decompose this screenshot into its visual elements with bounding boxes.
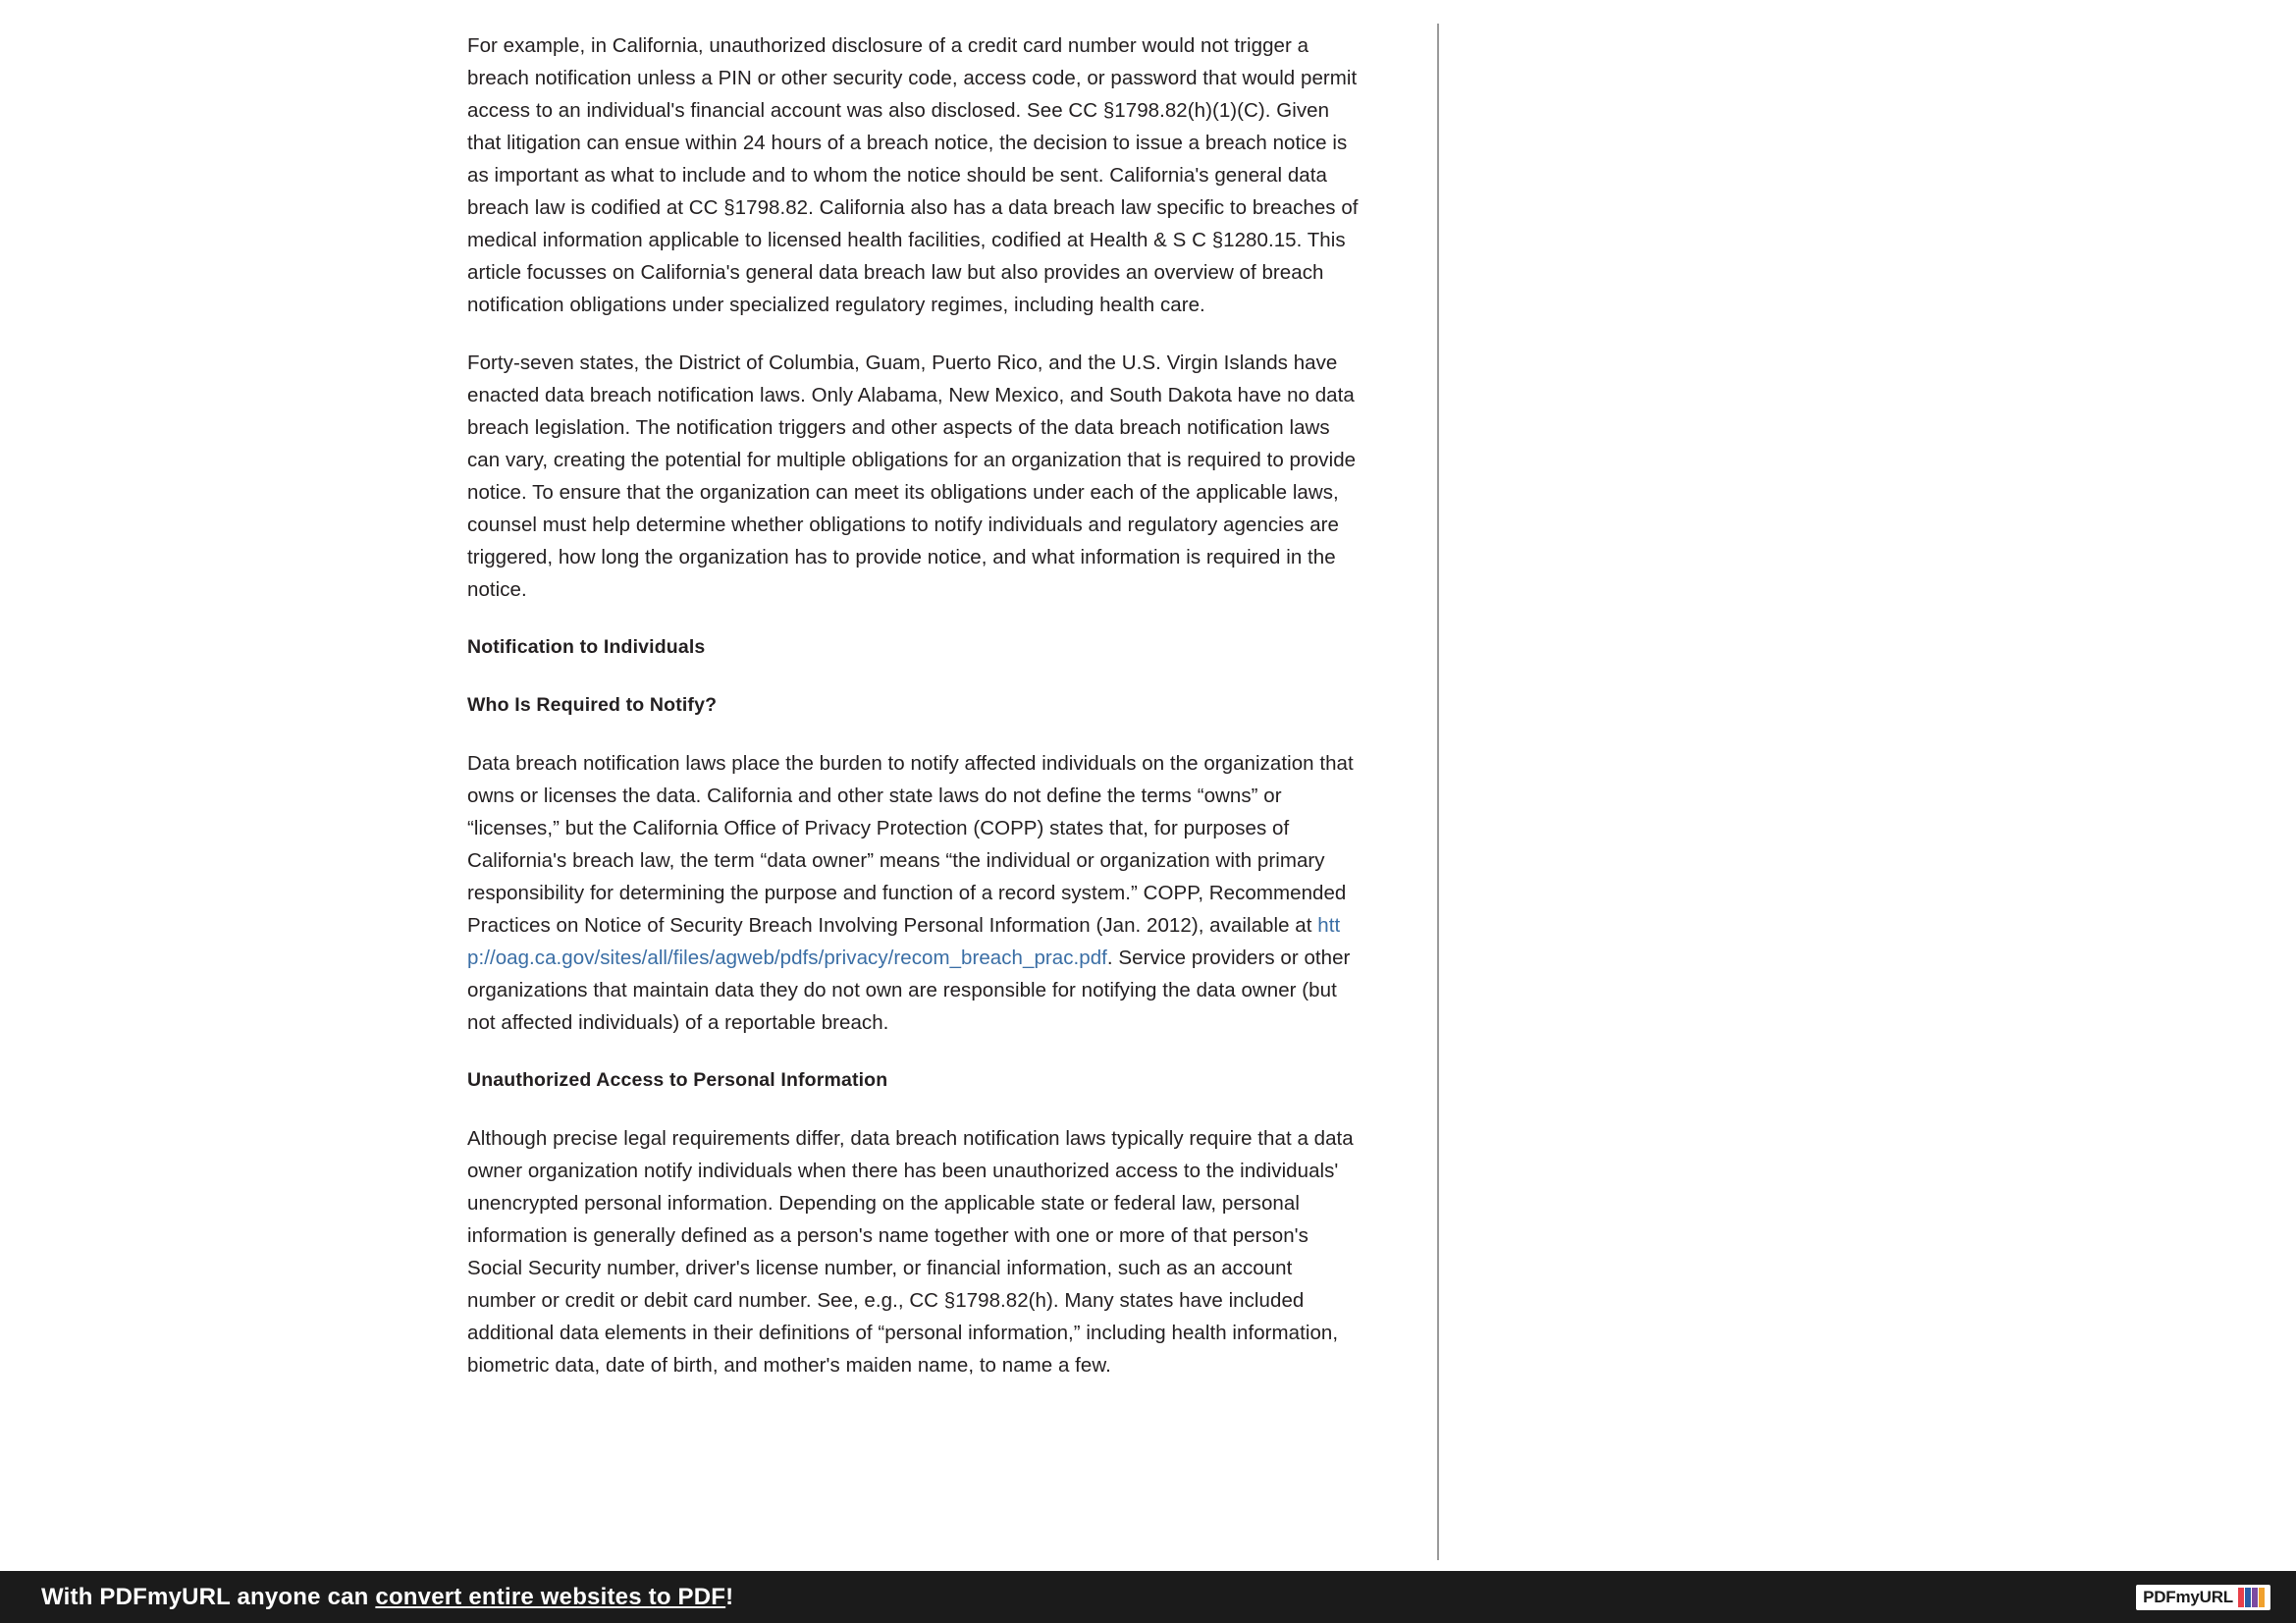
paragraph-state-laws: Forty-seven states, the District of Columbia, Guam, Puerto Rico, and the U.S. Virgin Islands have enacted data breach notification laws. Only Alabama, New Mexico, and South Dakota have no data breach legislation. The notification triggers and other aspects of the data breach notification laws can vary, creating the potential for multiple obligations for an organization that is required to provide notice. To ensure that the organization can meet its obligations under each of the applicable laws, counsel must help determine whether obligations to notify individuals and regulatory agencies are triggered, how long the organization has to provide notice, and what information is required in the notice.	[467, 352, 1357, 601]
paragraph-california-example: For example, in California, unauthorized disclosure of a credit card number would not trigger a breach notification unless a PIN or other security code, access code, or password that would permit access to an individual's financial account was also disclosed. See CC §1798.82(h)(1)(C). Given that litigation can ensue within 24 hours of a breach notice, the decision to issue a breach notice is as important as what to include and to whom the notice should be sent. California's general data breach law is codified at CC §1798.82. California also has a data breach law specific to breaches of medical information applicable to licensed health facilities, codified at Health & S C §1280.15. This article focusses on California's general data breach law but also provides an overview of breach notification obligations under specialized regulatory regimes, including health care.	[467, 34, 1359, 316]
document-text-column	[467, 29, 1361, 1407]
paragraph-personal-information-definition: Although precise legal requirements differ, data breach notification laws typically require that a data owner organization notify individuals when there has been unauthorized access to the individuals' unencrypted personal information. Depending on the applicable state or federal law, personal information is generally defined as a person's name together with one or more of that person's Social Security number, driver's license number, or financial information, such as an account number or credit or debit card number. See, e.g., CC §1798.82(h). Many states have included additional data elements in their definitions of “personal information,” including health information, biometric data, date of birth, and mother's maiden name, to name a few.	[467, 1127, 1354, 1377]
banner-text-after-link: !	[725, 1583, 734, 1610]
column-divider-rule	[1437, 24, 1439, 1560]
paragraph-data-owner-definition	[467, 747, 1361, 1039]
paragraph-text-before-link: Data breach notification laws place the burden to notify affected individuals on the organization that owns or licenses the data. California and other state laws do not define the terms “owns” or “licenses,” but the California Office of Privacy Protection (COPP) states that, for purposes of California's breach law, the term “data owner” means “the individual or organization with primary responsibility for determining the purpose and function of a record system.” COPP, Recommended Practices on Notice of Security Breach Involving Personal Information (Jan. 2012), available at	[467, 752, 1354, 937]
banner-text-before-link: With PDFmyURL anyone can	[41, 1583, 376, 1610]
heading-who-is-required-to-notify: Who Is Required to Notify?	[467, 694, 718, 716]
pdfmyurl-promo-banner	[0, 1571, 2296, 1623]
paragraph-text-after-link: . Service providers or other organizations that maintain data they do not own are responsible for notifying the data owner (but not affected individuals) of a reportable breach.	[467, 947, 1351, 1034]
heading-unauthorized-access: Unauthorized Access to Personal Information	[467, 1069, 888, 1091]
color-bars-icon	[2238, 1588, 2264, 1607]
heading-notification-to-individuals: Notification to Individuals	[467, 636, 706, 658]
banner-message	[41, 1584, 733, 1611]
copp-pdf-link[interactable]: http://oag.ca.gov/sites/all/files/agweb/pdfs/privacy/recom_breach_prac.pdf	[467, 914, 1341, 969]
convert-websites-to-pdf-link[interactable]: convert entire websites to PDF	[375, 1583, 726, 1610]
pdfmyurl-logo-text: PDFmyURL	[2143, 1587, 2233, 1606]
pdfmyurl-logo[interactable]	[2136, 1585, 2270, 1610]
